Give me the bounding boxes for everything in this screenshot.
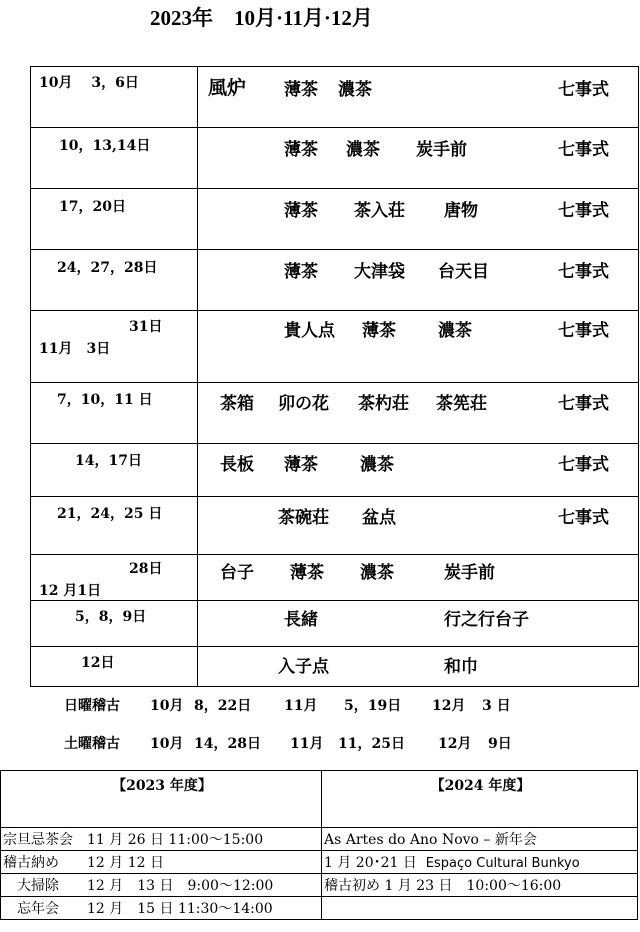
date-text: 12日 [81,655,115,671]
item: 薄茶 [284,201,318,221]
event-cell: 稽古納め 12 月 12 日 [1,851,322,874]
event-cell: 宗旦忌茶会 11 月 26 日 11:00～15:00 [1,828,322,851]
item: 薄茶 [284,262,318,282]
table-row [1,897,638,920]
item: 茶筅荘 [436,394,487,414]
annual-events-table [0,770,638,920]
item: 薄茶 [284,140,318,160]
item: 七事式 [558,80,609,100]
content-cell [198,67,639,128]
item: 茶碗荘 [278,508,329,528]
date-cell [31,67,198,128]
event-cell: 大掃除 12 月 13 日 9:00～12:00 [1,874,322,897]
date-cell [31,128,198,189]
table-row [31,128,639,189]
date-text: 21，24，25 日 [57,506,163,522]
item: 七事式 [558,321,609,341]
saturday-practice-line [64,733,512,753]
item: 行之行台子 [444,610,529,630]
date-text: 7，10，11 日 [57,392,153,408]
table-row [1,828,638,851]
days: 11，25日 [338,736,405,752]
table-row [31,67,639,128]
month: 10月 [150,736,184,752]
days: 9日 [488,736,512,752]
item: 濃茶 [360,563,394,583]
date-text: 28日 [129,561,163,577]
item: 茶杓荘 [358,394,409,414]
table-row [31,497,639,555]
date-cell [31,250,198,311]
days: 14，28日 [194,736,261,752]
item: 七事式 [558,201,609,221]
date-text: 12 月1日 [39,583,102,599]
table-row [31,601,639,647]
date-text: 10月 3，6日 [39,75,139,91]
item: 唐物 [444,201,478,221]
item: 薄茶 [362,321,396,341]
date-cell [31,189,198,250]
event-cell: As Artes do Ano Novo – 新年会 [322,828,638,851]
item: 長板 [220,455,254,475]
table-row [1,874,638,897]
content-cell [198,189,639,250]
item: 入子点 [278,657,329,677]
item: 卯の花 [278,394,329,414]
event-cell [322,851,638,874]
year-header-2024: 【2024 年度】 [322,771,638,828]
page-title: 2023年 10月·11月·12月 [150,6,373,30]
item: 七事式 [558,140,609,160]
item: 長緒 [284,610,318,630]
year-header-2023: 【2023 年度】 [1,771,322,828]
item: 七事式 [558,262,609,282]
table-row [31,444,639,497]
content-cell [198,555,639,601]
table-row [31,311,639,383]
sunday-practice-line [64,695,511,715]
table-row [31,555,639,601]
item: 茶入荘 [354,201,405,221]
item: 炭手前 [444,563,495,583]
event-cell: 忘年会 12 月 15 日 11:30～14:00 [1,897,322,920]
content-cell [198,383,639,444]
item: 薄茶 [284,80,318,100]
date-cell [31,383,198,444]
date-text: 14，17日 [75,453,142,469]
content-cell [198,250,639,311]
content-cell [198,601,639,647]
table-row [31,189,639,250]
date-text: 31日 [129,319,163,335]
month: 11月 [290,736,324,752]
table-row [1,851,638,874]
event-cell [322,897,638,920]
month: 12月 [438,736,472,752]
item: 七事式 [558,455,609,475]
item: 炭手前 [416,140,467,160]
days: 8，22日 [194,698,252,714]
date-text: 17，20日 [59,199,126,215]
days: 5，19日 [344,698,402,714]
table-row [31,250,639,311]
item: 濃茶 [360,455,394,475]
sunday-label: 日曜稽古 [64,698,120,714]
date-text: 11月 3日 [39,341,111,357]
content-cell [198,311,639,383]
item: 七事式 [558,394,609,414]
table-row [1,771,638,828]
event-cell: 稽古初め 1 月 23 日 10:00～16:00 [322,874,638,897]
days: 3 日 [482,698,511,714]
item: 貴人点 [284,321,335,341]
item: 濃茶 [438,321,472,341]
date-cell [31,601,198,647]
table-row [31,647,639,687]
event-date: 1 月 20･21 日 [324,855,417,871]
month: 12月 [432,698,466,714]
saturday-label: 土曜稽古 [64,736,120,752]
item: 薄茶 [290,563,324,583]
date-cell [31,311,198,383]
item: 和巾 [444,657,478,677]
month: 10月 [150,698,184,714]
item: 薄茶 [284,455,318,475]
item: 大津袋 [354,262,405,282]
item: 七事式 [558,508,609,528]
date-text: 10，13,14日 [59,138,151,154]
schedule-table [30,66,639,687]
item: 濃茶 [338,80,372,100]
item: 風炉 [208,77,247,99]
content-cell [198,444,639,497]
item: 茶箱 [220,394,254,414]
item: 濃茶 [346,140,380,160]
date-cell [31,444,198,497]
date-text: 24，27，28日 [57,260,158,276]
item: 台天目 [438,262,489,282]
content-cell [198,128,639,189]
table-row [31,383,639,444]
date-cell [31,497,198,555]
content-cell [198,497,639,555]
item: 盆点 [362,508,396,528]
item: 台子 [220,563,254,583]
month: 11月 [284,698,318,714]
date-text: 5，8，9日 [75,609,147,625]
content-cell [198,647,639,687]
event-venue: Espaço Cultural Bunkyo [425,856,580,871]
date-cell [31,555,198,601]
date-cell [31,647,198,687]
